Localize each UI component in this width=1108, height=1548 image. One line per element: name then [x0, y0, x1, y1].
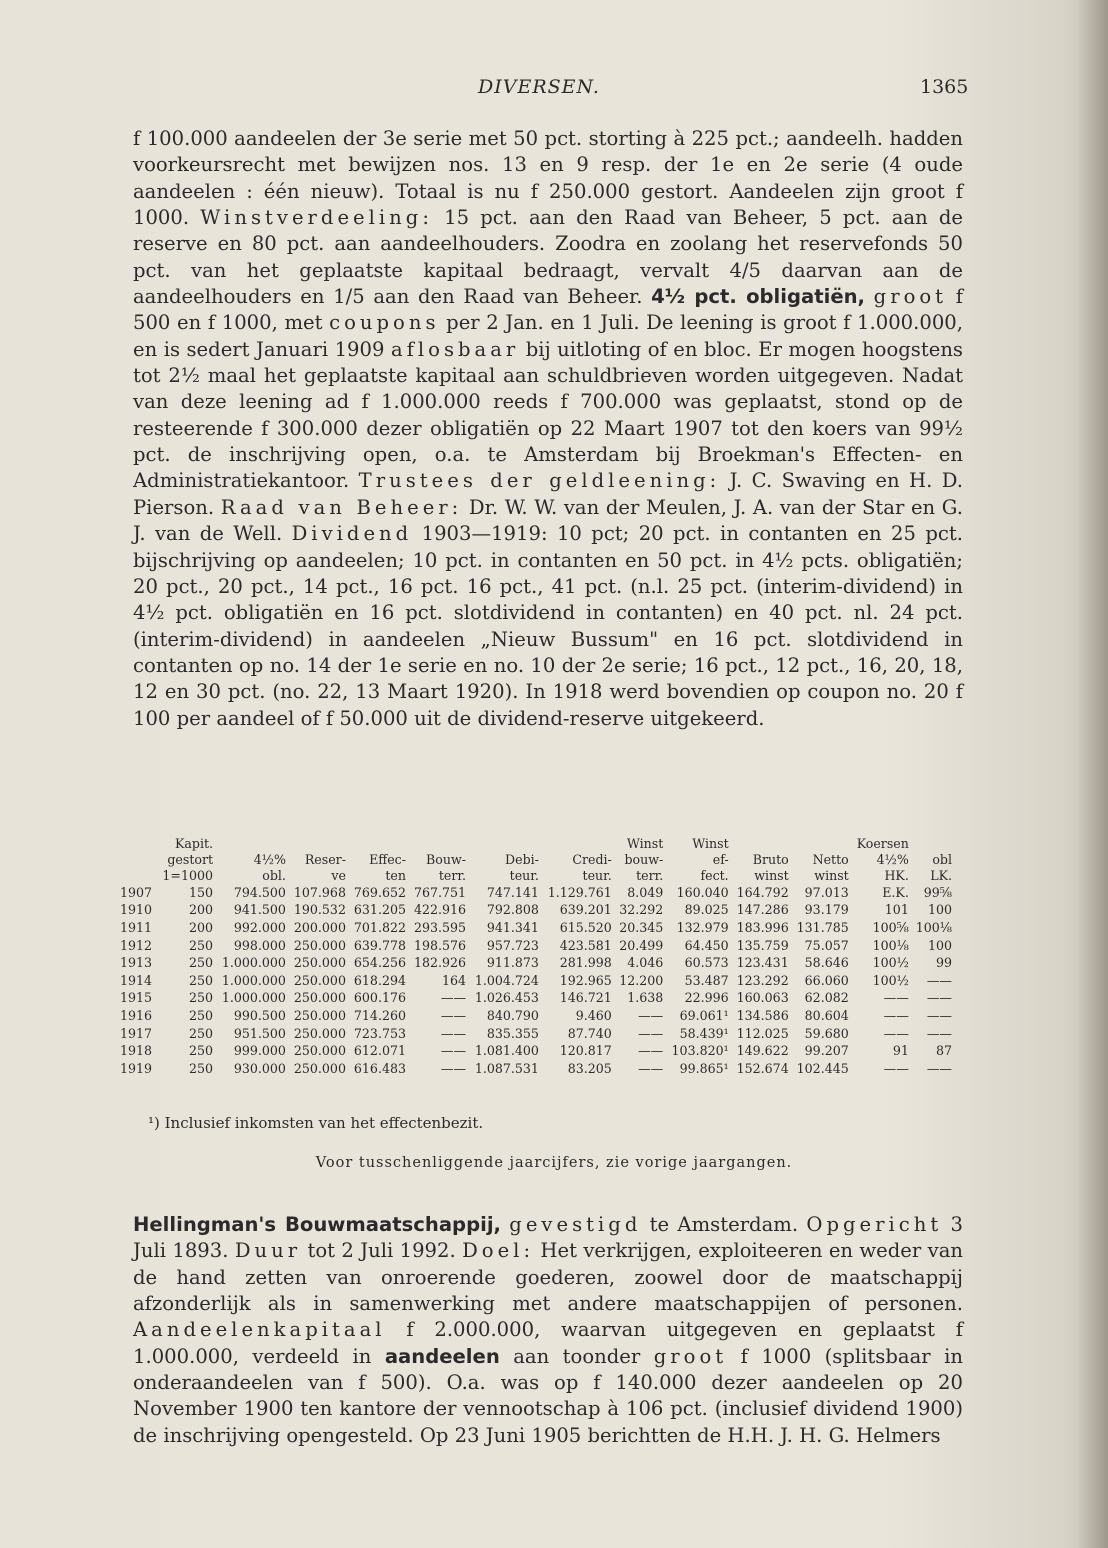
text-segment: f 500 en f 1000, met [133, 285, 963, 335]
table-cell: 930.000 [233, 1060, 286, 1076]
table-row [118, 1042, 954, 1060]
table-cell: —— [638, 1060, 664, 1076]
table-cell: 1.087.531 [474, 1060, 539, 1076]
table-year-cell: 1914 [120, 972, 153, 988]
table-cell: 957.723 [486, 937, 539, 953]
table-header-cell: Reser- [304, 852, 346, 867]
text-segment: tot 2 Juli 1992. [301, 1239, 463, 1263]
table-header-cell [118, 868, 157, 884]
table-header-cell: teur. [509, 868, 539, 883]
table-cell: 100⅝ [872, 919, 909, 935]
table-row [118, 1025, 954, 1043]
table-cell: 631.205 [353, 902, 406, 918]
table-row [118, 1007, 954, 1025]
table-year-cell: 1915 [120, 990, 153, 1006]
table-header-cell: bouw- [624, 852, 664, 867]
table-header-cell: Effec- [369, 852, 406, 867]
book-spine-shadow [1078, 0, 1108, 1548]
duur-label: Duur [234, 1239, 302, 1263]
table-cell: 149.622 [736, 1043, 789, 1059]
page-header [0, 76, 1108, 106]
table-year-cell: 1917 [120, 1025, 153, 1041]
table-cell: 100½ [872, 972, 909, 988]
table-cell: —— [440, 1060, 467, 1076]
financial-table-header [118, 836, 954, 884]
table-cell: 152.674 [736, 1060, 789, 1076]
table-cell: 131.785 [796, 919, 849, 935]
table-cell: 182.926 [413, 955, 467, 971]
text-segment: Dr. W. W. van der Meulen, J. A. van der Star en G. J. van de Well. [133, 495, 963, 546]
table-cell: 992.000 [233, 919, 286, 935]
table-cell: 250 [189, 955, 214, 971]
table-cell: 190.532 [293, 902, 346, 918]
financial-table [118, 836, 954, 1078]
table-cell: 941.341 [486, 919, 539, 935]
table-cell: 639.778 [353, 937, 406, 953]
table-cell: 600.176 [353, 990, 406, 1006]
table-header-cell [215, 836, 288, 852]
table-cell: 840.790 [486, 1007, 539, 1023]
table-cell: 200.000 [293, 919, 346, 935]
table-cell: 250.000 [293, 1043, 346, 1059]
table-header-cell: Credi- [572, 852, 612, 867]
table-header-cell [288, 836, 348, 852]
table-header-cell: Debi- [505, 852, 539, 867]
table-cell: 100⅛ [915, 919, 952, 935]
table-year-cell: 1918 [120, 1043, 153, 1059]
table-header-cell: fect. [700, 868, 729, 883]
table-cell: 8.049 [627, 884, 664, 900]
winstverdeeling-label: Winstverdeeling: [200, 206, 433, 230]
table-header-cell: Bouw- [426, 852, 467, 867]
table-header-row [118, 868, 954, 884]
table-cell: 120.817 [559, 1043, 612, 1059]
table-cell: 1.004.724 [474, 972, 539, 988]
table-header-cell: ten [385, 868, 406, 883]
table-row [118, 954, 954, 972]
text-segment: 15 pct. aan den Raad van Beheer, 5 pct. aan de reserve en 80 pct. aan aandeelhouders. Zoodra en zoolang het reservefonds 50 pct. van het geplaatste kapitaal bedraagt, vervalt 4/5 daarvan aan de aandeelhouders en 1/5 aan den Raad van Beheer. [133, 206, 963, 309]
table-cell: —— [926, 1025, 952, 1041]
table-cell: —— [440, 1007, 467, 1023]
table-cell: 293.595 [413, 919, 467, 935]
table-cell: 1.000.000 [221, 990, 286, 1006]
table-header-cell: terr. [636, 868, 664, 883]
table-cell: 1.129.761 [547, 884, 612, 900]
table-header-cell: Winst [626, 836, 664, 851]
text-segment: J. C. Swaving en H. D. Pierson. [133, 469, 963, 519]
table-cell: —— [440, 1025, 467, 1041]
table-header-cell: 1=1000 [162, 868, 214, 883]
table-header-cell: HK. [884, 868, 909, 883]
table-cell: 132.979 [676, 919, 729, 935]
table-year-cell: 1919 [120, 1060, 153, 1076]
table-cell: 99.865¹ [679, 1060, 729, 1076]
opgericht-label: Opgericht [806, 1213, 943, 1236]
table-cell: 12.200 [619, 972, 664, 988]
table-cell: 792.808 [486, 902, 539, 918]
table-cell: 250.000 [293, 972, 346, 988]
table-cell: 998.000 [233, 937, 286, 953]
table-cell: 160.063 [736, 990, 789, 1006]
aandeelenkapitaal-label: Aandeelenkapitaal [133, 1318, 386, 1342]
table-cell: 164 [441, 972, 467, 988]
table-cell: —— [926, 990, 952, 1006]
table-cell: 69.061¹ [679, 1007, 729, 1023]
table-cell: 101 [884, 902, 909, 918]
raad-van-beheer-label: Raad van Beheer: [220, 495, 463, 519]
table-cell: 99.207 [804, 1043, 849, 1059]
table-cell: 941.500 [233, 902, 286, 918]
table-cell: 87.740 [567, 1025, 612, 1041]
table-row [118, 972, 954, 990]
table-row [118, 884, 954, 902]
table-cell: 250.000 [293, 1060, 346, 1076]
table-cell: —— [926, 972, 952, 988]
text-segment: bij uitloting of en bloc. Er mogen hoogstens tot 2½ maal het geplaatste kapitaal aan schuldbrieven worden uitgegeven. Nadat van deze leening ad f 1.000.000 reeds f 700.000 was geplaatst, stond op de resteerende f 300.000 dezer obligatiën op 22 Maart 1907 tot den koers van 99½ pct. de inschrijving open, o.a. te Amsterdam bij Broekman's Effecten- en Administratiekantoor. [133, 337, 963, 493]
table-cell: 64.450 [684, 937, 729, 953]
table-cell: 147.286 [736, 902, 789, 918]
text-segment: f 1000 (splitsbaar in onderaandeelen van f 500). O.a. was op f 140.000 dezer aandeelen op 20 November 1900 ten kantore der vennootschap à 106 pct. (inclusief dividend 1900) de inschrijving opengesteld. Op 23 Juni 1905 berichtten de H.H. J. H. G. Helmers [133, 1344, 963, 1447]
table-cell: 60.573 [684, 955, 729, 971]
table-cell: 123.431 [736, 955, 789, 971]
table-header-cell [348, 836, 408, 852]
table-header-cell: gestort [167, 852, 214, 867]
company-paragraph [133, 1212, 963, 1449]
table-cell: 22.996 [684, 990, 729, 1006]
table-cell: 91 [892, 1043, 909, 1059]
coupons-label: coupons [329, 311, 440, 335]
table-cell: 102.445 [796, 1060, 849, 1076]
table-cell: —— [638, 1025, 664, 1041]
table-cell: 58.439¹ [679, 1025, 729, 1041]
table-header-cell: Kapit. [174, 836, 214, 851]
table-cell: 53.487 [684, 972, 729, 988]
table-header-row [118, 852, 954, 868]
table-cell: 9.460 [575, 1007, 612, 1023]
table-header-cell [911, 836, 954, 852]
table-cell: 100⅛ [872, 937, 909, 953]
table-cell: 250.000 [293, 1007, 346, 1023]
doel-label: Doel: [462, 1239, 535, 1263]
table-row [118, 919, 954, 937]
table-cell: 1.638 [627, 990, 664, 1006]
text-segment: aan toonder [499, 1344, 654, 1368]
dividend-paragraph-text [133, 126, 963, 732]
groot-label: groot [873, 285, 948, 309]
table-cell: 99⅝ [923, 884, 952, 900]
table-cell: 250 [189, 990, 214, 1006]
text-segment: Het verkrijgen, exploiteeren en weder van de hand zetten van onroerende goederen, zoowel door de maatschappij afzonderlijk als in samenwerking met andere maatschappijen of personen. [133, 1239, 963, 1316]
table-cell: 250.000 [293, 990, 346, 1006]
text-segment: 3 Juli 1893. [133, 1213, 964, 1263]
table-cell: 135.759 [736, 937, 789, 953]
table-cell: 123.292 [736, 972, 789, 988]
table-header-cell: obl [932, 852, 952, 867]
table-cell: 714.260 [353, 1007, 406, 1023]
text-segment: f 100.000 aandeelen der 3e serie met 50 pct. storting à 225 pct.; aandeelh. hadden voorkeursrecht met bewijzen nos. 13 en 9 resp. der 1e en 2e serie (4 oude aandeelen : één nieuw). Totaal is nu f 250.000 gestort. Aandeelen zijn groot f 1000. [133, 127, 963, 230]
table-cell: 250 [189, 1007, 214, 1023]
table-header-cell [118, 852, 157, 868]
table-cell: 87 [935, 1043, 952, 1059]
table-header-cell [408, 836, 468, 852]
table-cell: 107.968 [293, 884, 346, 900]
table-cell: 150 [189, 884, 214, 900]
table-cell: 618.294 [353, 972, 406, 988]
table-cell: —— [883, 990, 909, 1006]
table-row [118, 990, 954, 1008]
table-cell: —— [440, 1043, 467, 1059]
running-title: DIVERSEN. [478, 76, 600, 98]
table-cell: 250 [189, 1043, 214, 1059]
table-cell: 20.345 [619, 919, 664, 935]
table-header-cell: Bruto [752, 852, 789, 867]
table-year-cell: 1911 [120, 919, 153, 935]
page-number: 1365 [920, 76, 969, 98]
table-cell: 99 [935, 955, 952, 971]
table-cell: 62.082 [804, 990, 849, 1006]
table-cell: 250 [189, 937, 214, 953]
table-cell: 616.483 [353, 1060, 406, 1076]
financial-table-body [118, 884, 954, 1078]
table-header-cell: Netto [812, 852, 849, 867]
table-cell: 100 [927, 902, 952, 918]
text-segment: f 2.000.000, waarvan uitgegeven en geplaatst f 1.000.000, verdeeld in [133, 1318, 963, 1368]
table-header-cell: teur. [582, 868, 612, 883]
table-cell: 112.025 [736, 1025, 789, 1041]
table-header-cell: terr. [438, 868, 467, 883]
table-cell: 999.000 [233, 1043, 286, 1059]
table-header-cell: winst [754, 868, 789, 883]
table-cell: 59.680 [804, 1025, 849, 1041]
table-cell: 89.025 [684, 902, 729, 918]
text-segment: per 2 Jan. en 1 Juli. De leening is groot f 1.000.000, en is sedert Januari 1909 [133, 311, 963, 361]
table-cell: 183.996 [736, 919, 789, 935]
table-cell: 32.292 [619, 902, 664, 918]
table-cell: 990.500 [233, 1007, 286, 1023]
dividend-label: Dividend [291, 522, 413, 546]
table-cell: —— [926, 1007, 952, 1023]
table-cell: —— [638, 1007, 664, 1023]
company-paragraph-text [133, 1212, 963, 1449]
table-row [118, 902, 954, 920]
reference-note: Voor tusschenliggende jaarcijfers, zie vorige jaargangen. [315, 1155, 793, 1171]
table-year-cell: 1907 [120, 884, 153, 900]
table-header-cell: ef- [712, 852, 729, 867]
table-year-cell: 1910 [120, 902, 153, 918]
company-name-heading: Hellingman's Bouwmaatschappij, [133, 1213, 501, 1236]
table-cell: 160.040 [676, 884, 729, 900]
table-cell: 146.721 [559, 990, 612, 1006]
table-year-cell: 1916 [120, 1007, 153, 1023]
table-cell: 250 [189, 1060, 214, 1076]
table-cell: 794.500 [233, 884, 286, 900]
table-cell: 1.026.453 [474, 990, 539, 1006]
table-cell: 134.586 [736, 1007, 789, 1023]
gevestigd-label: gevestigd [509, 1213, 642, 1236]
text-segment: te Amsterdam. [641, 1213, 807, 1236]
table-header-cell [791, 836, 851, 852]
table-header-cell: Winst [692, 836, 729, 851]
table-cell: 192.965 [559, 972, 612, 988]
table-cell: 250 [189, 1025, 214, 1041]
table-cell: 654.256 [353, 955, 406, 971]
table-cell: 769.652 [353, 884, 406, 900]
table-cell: 97.013 [804, 884, 849, 900]
table-cell: —— [883, 1025, 909, 1041]
groot-label: groot [653, 1344, 728, 1368]
table-cell: 723.753 [353, 1025, 406, 1041]
table-cell: 835.355 [486, 1025, 539, 1041]
table-header-cell [541, 836, 614, 852]
table-cell: 100 [927, 937, 952, 953]
table-header-row [118, 836, 954, 852]
table-cell: E.K. [882, 884, 909, 900]
dividend-paragraph [133, 126, 963, 732]
table-header-cell [468, 836, 541, 852]
table-cell: 951.500 [233, 1025, 286, 1041]
table-cell: —— [883, 1007, 909, 1023]
table-header-cell: LK. [930, 868, 952, 883]
table-cell: 615.520 [559, 919, 612, 935]
table-cell: 250.000 [293, 937, 346, 953]
table-cell: —— [926, 1060, 952, 1076]
table-cell: 58.646 [804, 955, 849, 971]
table-cell: 250.000 [293, 955, 346, 971]
table-row [118, 1060, 954, 1078]
table-header-cell: 4½% [253, 852, 286, 867]
table-cell: —— [638, 1043, 664, 1059]
table-header-cell: Koersen [856, 836, 909, 851]
text-segment: 1903—1919: 10 pct; 20 pct. in contanten en 25 pct. bijschrijving op aandeelen; 10 pct. in contanten en 50 pct. in 4½ pcts. obligatiën; 20 pct., 20 pct., 14 pct., 16 pct. 16 pct., 41 pct. (n.l. 25 pct. (interim-dividend) in 4½ pct. obligatiën en 16 pct. slotdividend in contanten) en 40 pct. nl. 24 pct. (interim-dividend) in aandeelen „Nieuw Bussum" en 16 pct. slotdividend in contanten op no. 14 der 1e serie en no. 10 der 2e serie; 16 pct., 12 pct., 16, 20, 18, 12 en 30 pct. (no. 22, 13 Maart 1920). In 1918 werd bovendien op coupon no. 20 f 100 per aandeel of f 50.000 uit de dividend-reserve uitgekeerd. [133, 522, 963, 730]
table-header-cell [118, 836, 157, 852]
obligatien-heading: 4½ pct. obligatiën, [651, 285, 865, 309]
table-cell: 198.576 [413, 937, 467, 953]
table-header-cell: ve [331, 868, 346, 883]
table-cell: 83.205 [567, 1060, 612, 1076]
table-cell: 639.201 [559, 902, 612, 918]
table-header-cell [731, 836, 791, 852]
table-cell: 200 [189, 902, 214, 918]
table-cell: 1.000.000 [221, 955, 286, 971]
aandeelen-label: aandeelen [384, 1344, 500, 1368]
trustees-label: Trustees der geldleening: [358, 469, 721, 493]
table-cell: 75.057 [804, 937, 849, 953]
table-cell: 250 [189, 972, 214, 988]
table-header-cell: winst [814, 868, 849, 883]
table-header-cell: 4½% [876, 852, 909, 867]
table-cell: 20.499 [619, 937, 664, 953]
table-cell: 100½ [872, 955, 909, 971]
table-cell: 747.141 [486, 884, 539, 900]
table-cell: 281.998 [559, 955, 612, 971]
table-cell: —— [883, 1060, 909, 1076]
table-cell: —— [440, 990, 467, 1006]
table-cell: 4.046 [627, 955, 664, 971]
table-row [118, 937, 954, 955]
table-cell: 767.751 [413, 884, 467, 900]
table-cell: 612.071 [353, 1043, 406, 1059]
table-cell: 423.581 [559, 937, 612, 953]
table-cell: 200 [189, 919, 214, 935]
table-cell: 93.179 [804, 902, 849, 918]
aflosbaar-label: aflosbaar [390, 337, 520, 361]
table-cell: 911.873 [486, 955, 539, 971]
table-cell: 80.604 [804, 1007, 849, 1023]
table-cell: 103.820¹ [671, 1043, 729, 1059]
table-footnote: ¹) Inclusief inkomsten van het effectenbezit. [148, 1114, 484, 1132]
table-header-cell: obl. [262, 868, 286, 883]
table-year-cell: 1913 [120, 955, 153, 971]
table-cell: 66.060 [804, 972, 849, 988]
table-cell: 1.081.400 [474, 1043, 539, 1059]
table-cell: 1.000.000 [221, 972, 286, 988]
table-cell: 422.916 [413, 902, 467, 918]
table-cell: 701.822 [353, 919, 406, 935]
table-cell: 250.000 [293, 1025, 346, 1041]
table-year-cell: 1912 [120, 937, 153, 953]
table-cell: 164.792 [736, 884, 789, 900]
